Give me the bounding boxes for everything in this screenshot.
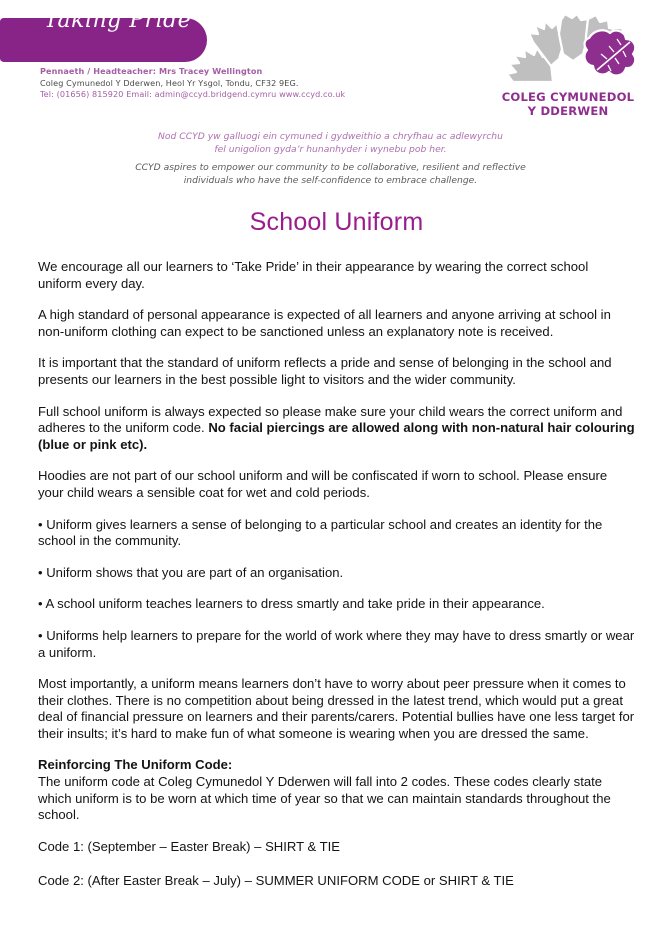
page-title: School Uniform (249, 208, 424, 236)
paragraph-hoodies: Hoodies are not part of our school uniform and will be confiscated if worn to school. Please ensure your child wears a sensible coat for wet and cold periods. (38, 468, 608, 500)
full-uniform-bold-text: No facial piercings are allowed along with non-natural hair colouring (blue or pink etc). (38, 420, 635, 452)
telephone-email-line: Tel: (01656) 815920 Email: admin@ccyd.bridgend.cymru www.ccyd.co.uk (40, 89, 346, 100)
logo-text (493, 90, 643, 118)
mission-english-line1: CCYD aspires to empower our community to be collaborative, resilient and reflective (135, 162, 526, 173)
code-1-line: Code 1: (September – Easter Break) – SHIRT & TIE (38, 838, 341, 854)
paragraph-encourage: We encourage all our learners to ‘Take Pride’ in their appearance by wearing the correct school uniform every day. (38, 259, 589, 291)
reinforcing-body: The uniform code at Coleg Cymunedol Y Dderwen will fall into 2 codes. These codes clearly state which uniform is to be worn at which time of year so that we can maintain standards throughout the school. (38, 774, 611, 823)
paragraph-most-importantly: Most importantly, a uniform means learners don’t have to worry about peer pressure when it comes to their clothes. There is no competition about being dressed in the latest trend, which would put a great deal of financial pressure on learners and their parents/carers. Potential bullies have one less target for their insults; it’s hard to make fun of what someone is wearing when you are dressed the same. (38, 676, 635, 741)
mission-english (0, 161, 661, 187)
bullet-dress-smartly: • A school uniform teaches learners to dress smartly and take pride in their appearance. (38, 596, 545, 612)
mission-english-line2: individuals who have the self-confidence to embrace challenge. (183, 175, 478, 186)
school-logo (493, 14, 643, 118)
mission-welsh (0, 130, 661, 156)
paragraph-high-standard: A high standard of personal appearance is expected of all learners and anyone arriving at school in non-uniform clothing can expect to be sanctioned unless an explanatory note is received. (38, 307, 611, 339)
address-line: Coleg Cymunedol Y Dderwen, Heol Yr Ysgol, Tondu, CF32 9EG. (40, 77, 299, 88)
headteacher-line: Pennaeth / Headteacher: Mrs Tracey Wellington (40, 66, 263, 76)
letterhead (0, 0, 661, 190)
logo-text-line1: COLEG CYMUNEDOL (501, 90, 635, 104)
bullet-world-of-work: • Uniforms help learners to prepare for the world of work where they may have to dress smartly or wear a uniform. (38, 627, 635, 660)
oak-fan-logo-icon (493, 14, 643, 88)
code-2-line: Code 2: (After Easter Break – July) – SUMMER UNIFORM CODE or SHIRT & TIE (38, 873, 514, 889)
mission-statement (0, 130, 661, 187)
reinforcing-heading: Reinforcing The Uniform Code: (38, 757, 233, 773)
full-uniform-normal-text: Full school uniform is always expected so please make sure your child wears the correct uniform and adheres to the uniform code. (38, 403, 623, 436)
bullet-organisation: • Uniform shows that you are part of an organisation. (38, 564, 344, 580)
reinforcing-section (38, 757, 635, 823)
logo-text-line2: Y DDERWEN (527, 104, 609, 118)
taking-pride-label: Taking Pride (44, 8, 192, 33)
mission-welsh-line1: Nod CCYD yw galluogi ein cymuned i gydweithio a chryfhau ac adlewyrchu (158, 131, 503, 142)
document-body (38, 208, 635, 908)
paragraph-standard-reflects: It is important that the standard of uniform reflects a pride and sense of belonging in the school and presents our learners in the best possible light to visitors and the wider community. (38, 355, 612, 387)
contact-details (40, 66, 345, 101)
paragraph-full-uniform (38, 404, 635, 454)
mission-welsh-line2: fel unigolion gyda’r hunanhyder i wynebu pob her. (214, 144, 447, 155)
bullet-belonging: • Uniform gives learners a sense of belonging to a particular school and creates an identity for the school in the community. (38, 516, 603, 549)
